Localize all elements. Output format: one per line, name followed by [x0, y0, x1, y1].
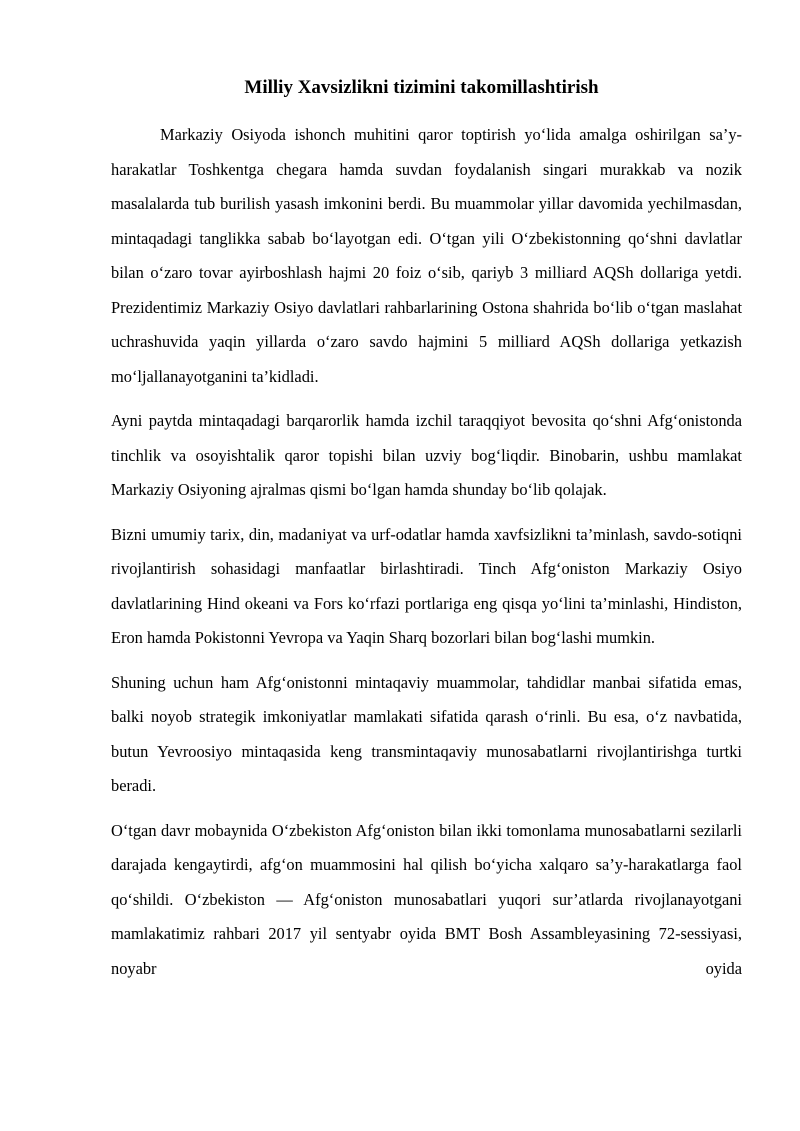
document-title: Milliy Xavsizlikni tizimini takomillashtirish [244, 77, 599, 98]
document-body [111, 118, 742, 996]
paragraph-3: Bizni umumiy tarix, din, madaniyat va urf-odatlar hamda xavfsizlikni ta’minlash, savdo-sotiqni rivojlantirish sohasidagi manfaatlar birlashtiradi. Tinch Afg‘oniston Markaziy Osiyo davlatlarining Hind okeani va Fors ko‘rfazi portlariga eng qisqa yo‘lini ta’minlashi, Hindiston, Eron hamda Pokistonni Yevropa va Yaqin Sharq bozorlari bilan bog‘lashi mumkin. [111, 524, 742, 647]
paragraph-4: Shuning uchun ham Afg‘onistonni mintaqaviy muammolar, tahdidlar manbai sifatida emas, balki noyob strategik imkoniyatlar mamlakati sifatida qarash o‘rinli. Bu esa, o‘z navbatida, butun Yevroosiyo mintaqasida keng transmintaqaviy munosabatlarni rivojlantirishga turtki beradi. [111, 672, 742, 795]
paragraph-1: Markaziy Osiyoda ishonch muhitini qaror toptirish yo‘lida amalga oshirilgan sa’y-harakatlar Toshkentga chegara hamda suvdan foydalanish singari murakkab va nozik masalalarda tub burilish yasash imkonini berdi. Bu muammolar yillar davomida yechilmasdan, mintaqadagi tanglikka sabab bo‘layotgan edi. O‘tgan yili O‘zbekistonning qo‘shni davlatlar bilan o‘zaro tovar ayirboshlash hajmi 20 foiz o‘sib, qariyb 3 milliard AQSh dollariga yetdi. Prezidentimiz Markaziy Osiyo davlatlari rahbarlarining Ostona shahrida bo‘lib o‘tgan maslahat uchrashuvida yaqin yillarda o‘zaro savdo hajmini 5 milliard AQSh dollariga yetkazish mo‘ljallanayotganini ta’kidladi. [111, 125, 742, 386]
paragraph-2: Ayni paytda mintaqadagi barqarorlik hamda izchil taraqqiyot bevosita qo‘shni Afg‘onistonda tinchlik va osoyishtalik qaror topishi bilan uzviy bog‘liqdir. Binobarin, ushbu mamlakat Markaziy Osiyoning ajralmas qismi bo‘lgan hamda shunday bo‘lib qolajak. [111, 411, 742, 499]
paragraph-5: O‘tgan davr mobaynida O‘zbekiston Afg‘oniston bilan ikki tomonlama munosabatlarni sezilarli darajada kengaytirdi, afg‘on muammosini hal qilish bo‘yicha xalqaro sa’y-harakatlarga faol qo‘shildi. O‘zbekiston — Afg‘oniston munosabatlari yuqori sur’atlarda rivojlanayotgani mamlakatimiz rahbari 2017 yil sentyabr oyida BMT Bosh Assambleyasining 72-sessiyasi, noyabr oyida [111, 820, 742, 978]
